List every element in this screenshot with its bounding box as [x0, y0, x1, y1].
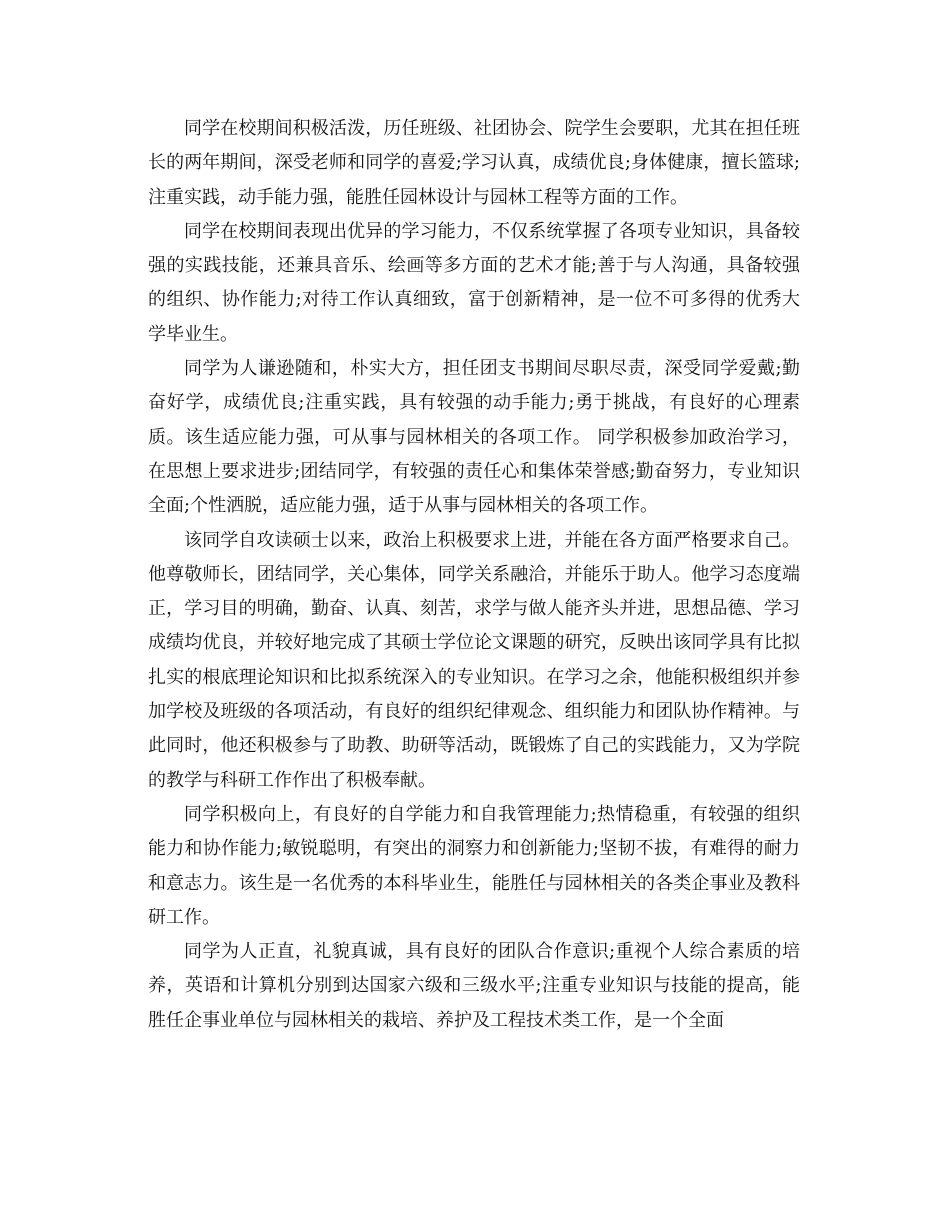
paragraph-2: 同学在校期间表现出优异的学习能力，不仅系统掌握了各项专业知识，具备较强的实践技能，还兼具音乐、绘画等多方面的艺术才能;善于与人沟通，具备较强的组织、协作能力;对待工作认真细致，富于创新精神，是一位不可多得的优秀大学毕业生。 [148, 220, 800, 345]
paragraph-6: 同学为人正直，礼貌真诚，具有良好的团队合作意识;重视个人综合素质的培养，英语和计算机分别到达国家六级和三级水平;注重专业知识与技能的提高，能胜任企事业单位与园林相关的栽培、养护及工程技术类工作，是一个全面 [148, 941, 800, 1031]
paragraph-5: 同学积极向上，有良好的自学能力和自我管理能力;热情稳重，有较强的组织能力和协作能力;敏锐聪明，有突出的洞察力和创新能力;坚韧不拔，有难得的耐力和意志力。该生是一名优秀的本科毕业生，能胜任与园林相关的各类企事业及教科研工作。 [148, 803, 800, 928]
paragraph-1: 同学在校期间积极活泼，历任班级、社团协会、院学生会要职，尤其在担任班长的两年期间，深受老师和同学的喜爱;学习认真，成绩优良;身体健康，擅长篮球;注重实践，动手能力强，能胜任园林设计与园林工程等方面的工作。 [148, 118, 800, 208]
paragraph-3: 同学为人谦逊随和，朴实大方，担任团支书期间尽职尽责，深受同学爱戴;勤奋好学，成绩优良;注重实践，具有较强的动手能力;勇于挑战，有良好的心理素质。该生适应能力强，可从事与园林相关的各项工作。 同学积极参加政治学习，在思想上要求进步;团结同学，有较强的责任心和集体荣誉感;勤奋努力，专业知识全面;个性洒脱，适应能力强，适于从事与园林相关的各项工作。 [148, 358, 800, 517]
document-body [148, 112, 800, 1038]
paragraph-4: 该同学自攻读硕士以来，政治上积极要求上进，并能在各方面严格要求自己。他尊敬师长，团结同学，关心集体，同学关系融洽，并能乐于助人。他学习态度端正，学习目的明确，勤奋、认真、刻苦，求学与做人能齐头并进，思想品德、学习成绩均优良，并较好地完成了其硕士学位论文课题的研究，反映出该同学具有比拟扎实的根底理论知识和比拟系统深入的专业知识。在学习之余，他能积极组织并参加学校及班级的各项活动，有良好的组织纪律观念、组织能力和团队协作精神。与此同时，他还积极参与了助教、助研等活动，既锻炼了自己的实践能力，又为学院的教学与科研工作作出了积极奉献。 [148, 529, 800, 791]
